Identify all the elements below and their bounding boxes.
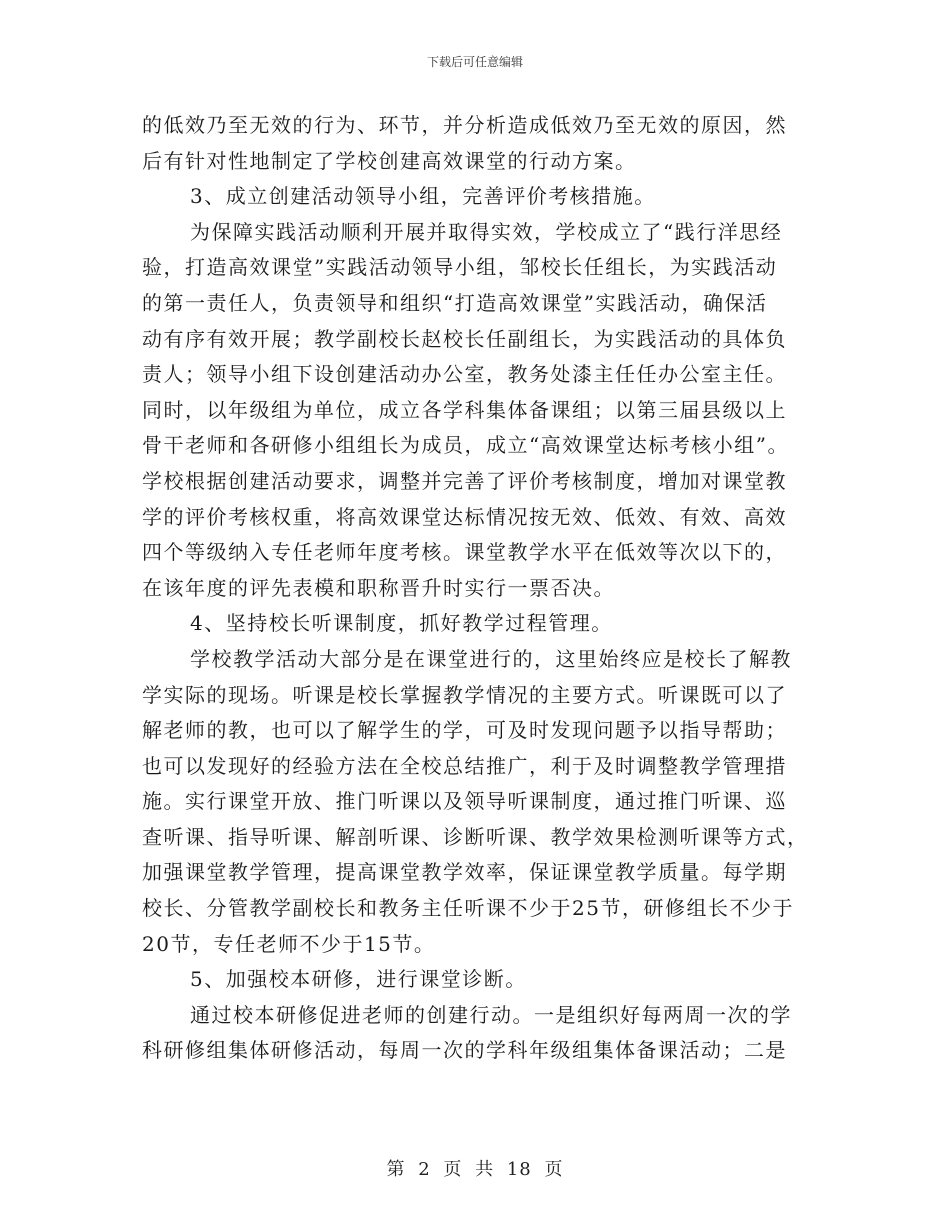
paragraph-line: 的第一责任人，负责领导和组织“打造高效课堂”实践活动，确保活	[142, 290, 768, 315]
paragraph-line: 验，打造高效课堂”实践活动领导小组，邹校长任组长，为实践活动	[142, 255, 778, 280]
paragraph-line: 同时，以年级组为单位，成立各学科集体备课组；以第三届县级以上	[142, 397, 787, 422]
paragraph-first-line: 5、加强校本研修，进行课堂诊断。	[190, 967, 527, 992]
paragraph-first-line: 3、成立创建活动领导小组，完善评价考核措施。	[190, 184, 656, 209]
page-header: 下载后可任意编辑	[426, 55, 523, 69]
paragraph-line: 也可以发现好的经验方法在全校总结推广，利于及时调整教学管理措	[142, 753, 787, 778]
paragraph-line: 的低效乃至无效的行为、环节，并分析造成低效乃至无效的原因，然	[142, 113, 787, 137]
paragraph-line: 骨干老师和各研修小组组长为成员，成立“高效课堂达标考核小组”。	[142, 433, 789, 458]
paragraph-line: 查听课、指导听课、解剖听课、诊断听课、教学效果检测听课等方式，	[142, 824, 809, 849]
paragraph-line: 学的评价考核权重，将高效课堂达标情况按无效、低效、有效、高效	[142, 504, 787, 529]
page-footer: 第 2 页 共 18 页	[386, 1159, 564, 1180]
paragraph-line: 解老师的教，也可以了解学生的学，可及时发现问题予以指导帮助；	[142, 718, 787, 743]
paragraph-line: 在该年度的评先表模和职称晋升时实行一票否决。	[142, 575, 615, 600]
paragraph-first-line: 学校教学活动大部分是在课堂进行的，这里始终应是校长了解教	[190, 646, 792, 671]
paragraph-line: 四个等级纳入专任老师年度考核。课堂教学水平在低效等次以下的，	[142, 540, 787, 565]
paragraph-line: 加强课堂教学管理，提高课堂教学效率，保证课堂教学质量。每学期	[142, 860, 787, 885]
paragraph-line: 科研修组集体研修活动，每周一次的学科年级组集体备课活动；二是	[142, 1038, 787, 1063]
document-body	[142, 108, 810, 1069]
paragraph-line: 校长、分管教学副校长和教务主任听课不少于25节，研修组长不少于	[142, 896, 794, 921]
paragraph-line: 学实际的现场。听课是校长掌握教学情况的主要方式。听课既可以了	[142, 682, 787, 707]
paragraph-line: 施。实行课堂开放、推门听课以及领导听课制度，通过推门听课、巡	[142, 789, 787, 814]
paragraph-first-line: 4、坚持校长听课制度，抓好教学过程管理。	[190, 611, 613, 636]
paragraph-line: 后有针对性地制定了学校创建高效课堂的行动方案。	[142, 148, 637, 173]
paragraph-first-line: 通过校本研修促进老师的创建行动。一是组织好每两周一次的学	[190, 1002, 792, 1027]
paragraph-first-line: 为保障实践活动顺利开展并取得实效，学校成立了“践行洋思经	[190, 219, 783, 244]
paragraph-line: 责人；领导小组下设创建活动办公室，教务处漆主任任办公室主任。	[142, 362, 787, 387]
paragraph-line: 动有序有效开展；教学副校长赵校长任副组长，为实践活动的具体负	[142, 326, 787, 351]
paragraph-line: 20节，专任老师不少于15节。	[142, 931, 436, 956]
paragraph-line: 学校根据创建活动要求，调整并完善了评价考核制度，增加对课堂教	[142, 468, 787, 493]
